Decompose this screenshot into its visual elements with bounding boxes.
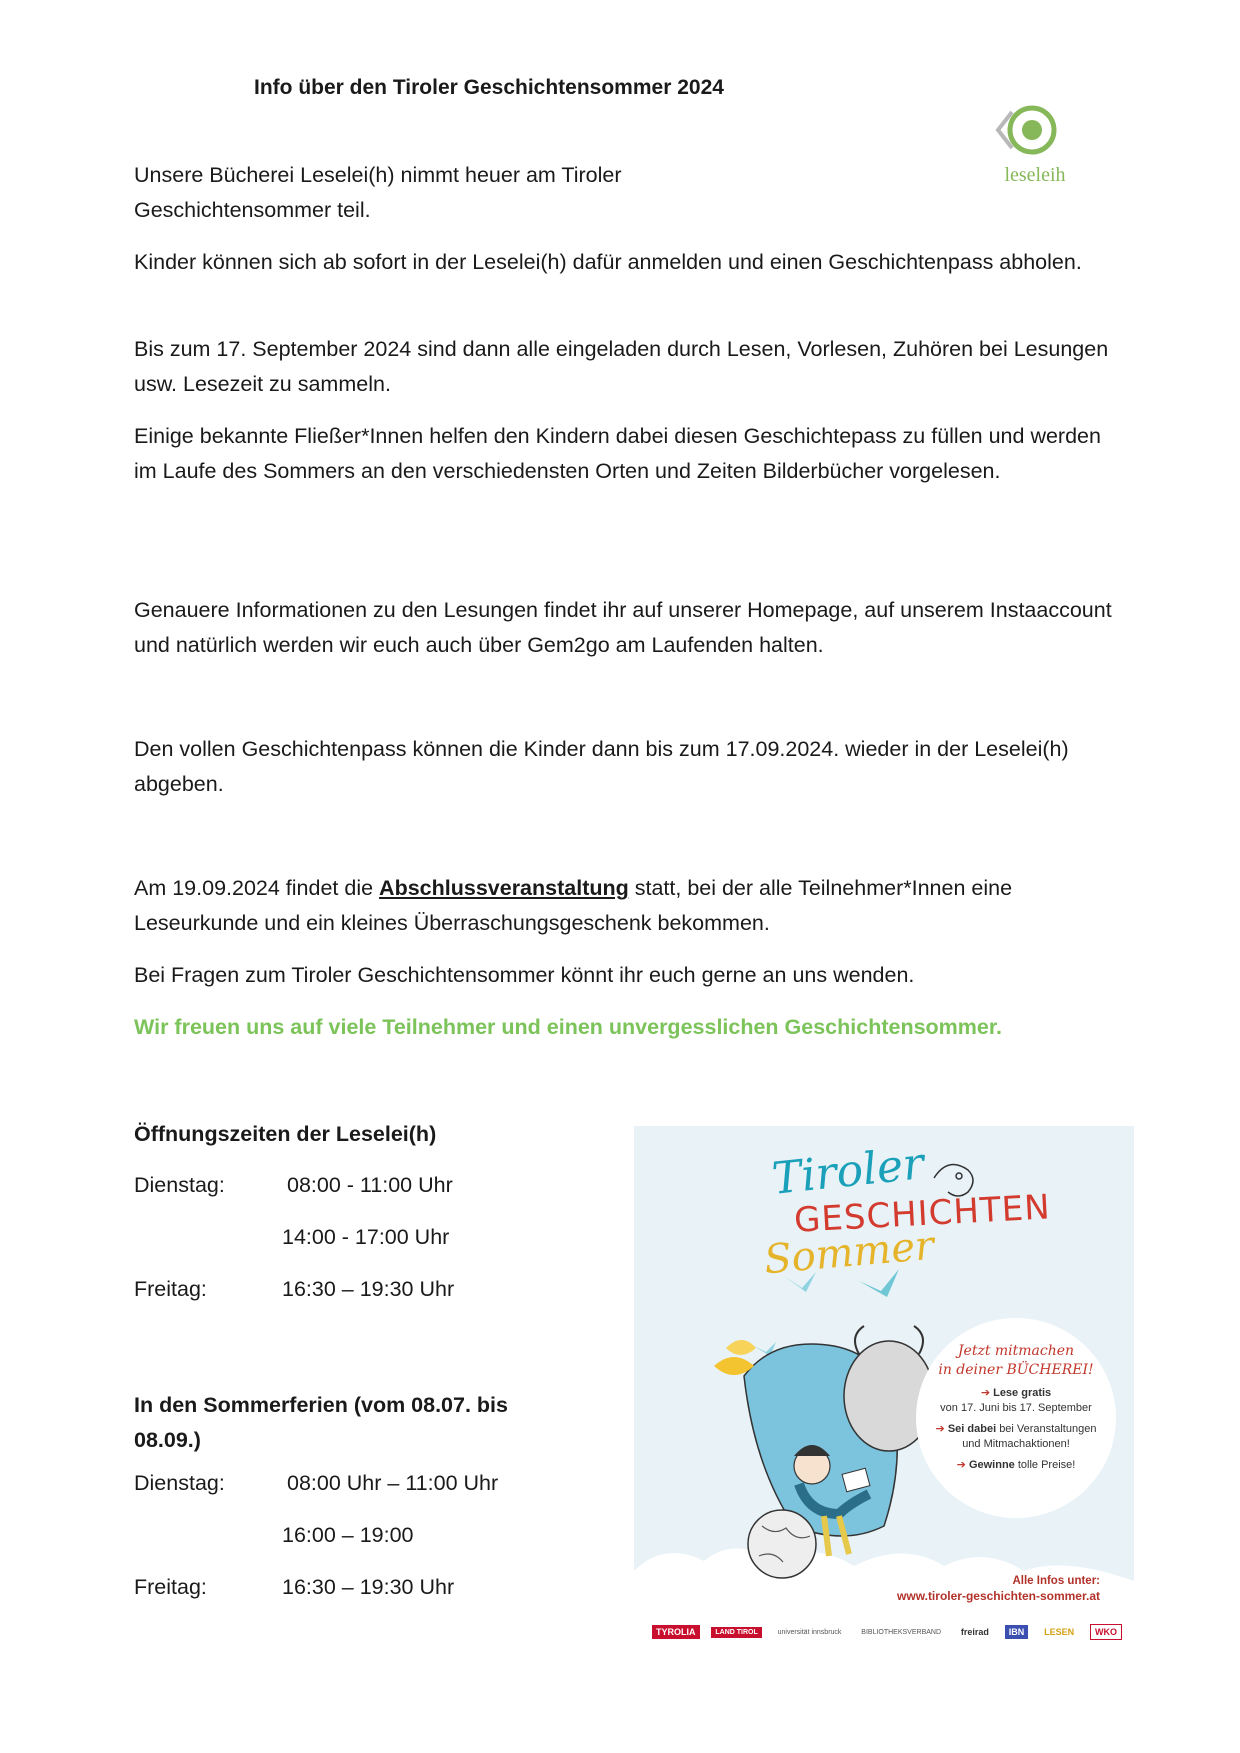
paragraph-abschluss [134, 871, 1124, 941]
logo-text: leseleih [1004, 164, 1066, 186]
bubble-item-text: von 17. Juni bis 17. September [940, 1402, 1092, 1414]
summer-heading-line2: 08.09.) [134, 1428, 201, 1452]
summer-day: Freitag: [134, 1575, 207, 1599]
hours-day: Dienstag: [134, 1173, 225, 1197]
poster-title-sommer: Sommer [762, 1222, 936, 1284]
summer-heading-line1: In den Sommerferien (vom 08.07. bis [134, 1393, 508, 1417]
closing-message: Wir freuen uns auf viele Teilnehmer und einen unvergesslichen Geschichtensommer. [134, 1015, 1003, 1039]
bubble-item-bold: Sei dabei [947, 1423, 997, 1435]
sponsor-logos [652, 1622, 1122, 1642]
paragraph-fragen: Bei Fragen zum Tiroler Geschichtensommer könnt ihr euch gerne an uns wenden. [134, 963, 915, 987]
hours-time: 16:30 – 19:30 Uhr [282, 1277, 455, 1301]
poster-foot-label: Alle Infos unter: [1012, 1575, 1100, 1587]
paragraph-lesezeit: Bis zum 17. September 2024 sind dann alle eingeladen durch Lesen, Vorlesen, Zuhören bei Lesungen usw. Lesezeit zu sammeln. [134, 337, 1109, 396]
bubble-line2: in deiner BÜCHEREI! [938, 1362, 1094, 1378]
poster-info-bubble [916, 1318, 1116, 1518]
paragraph-intro: Unsere Bücherei Leselei(h) nimmt heuer am Tiroler Geschichtensommer teil. [134, 163, 622, 222]
summer-day: Dienstag: [134, 1471, 225, 1495]
summer-time: 16:30 – 19:30 Uhr [282, 1575, 455, 1599]
leseleih-logo [990, 104, 1080, 190]
poster-title-tiroler: Tiroler [769, 1138, 927, 1205]
summer-heading [134, 1388, 508, 1458]
poster-url: www.tiroler-geschichten-sommer.at [897, 1589, 1100, 1603]
sponsor-logo: TYROLIA [652, 1625, 700, 1639]
abschluss-text-before: Am 19.09.2024 findet die [134, 876, 380, 900]
arrow-right-icon: ➔ [956, 1459, 966, 1471]
abschlussveranstaltung-link[interactable]: Abschlussveranstaltung [379, 876, 629, 900]
sponsor-logo: LESEN [1044, 1627, 1075, 1637]
bubble-item [916, 1422, 1116, 1452]
sponsor-logo: universität innsbruck [777, 1628, 842, 1636]
eye-logo-icon [990, 104, 1080, 166]
paragraph-abgeben: Den vollen Geschichtenpass können die Kinder dann bis zum 17.09.2024. wieder in der Leselei(h) abgeben. [134, 737, 1069, 796]
hours-time: 14:00 - 17:00 Uhr [282, 1225, 450, 1249]
paragraph-informationen: Genauere Informationen zu den Lesungen findet ihr auf unserer Homepage, auf unserem Instaaccount und natürlich werden wir euch auch über Gem2go am Laufenden halten. [134, 598, 1112, 657]
hours-time: 08:00 - 11:00 Uhr [287, 1173, 453, 1197]
bubble-item [916, 1386, 1116, 1416]
paragraph-vorlesen: Einige bekannte Fließer*Innen helfen den Kindern dabei diesen Geschichtepass zu füllen und werden im Laufe des Sommers an den verschiedensten Orten und Zeiten Bilderbücher vorgelesen. [134, 424, 1101, 483]
bubble-item-text: tolle Preise! [1017, 1459, 1076, 1471]
sponsor-logo: WKO [1090, 1624, 1122, 1640]
bubble-item-text: bei Veranstaltungen und Mitmachaktionen! [962, 1423, 1097, 1450]
arrow-right-icon: ➔ [935, 1423, 945, 1435]
sponsor-logo: IBN [1005, 1625, 1029, 1639]
sponsor-logo: freirad [960, 1627, 989, 1637]
geschichtensommer-poster [634, 1126, 1134, 1646]
sponsor-logo: BIBLIOTHEKSVERBAND [861, 1628, 942, 1636]
abschluss-text-after: statt, bei der alle Teilnehmer*Innen eine Leseurkunde und ein kleines Überraschungsgeschenk bekommen. [134, 876, 1013, 935]
arrow-right-icon: ➔ [980, 1387, 991, 1399]
bubble-item-bold: Gewinne [968, 1459, 1015, 1471]
poster-title-geschichten: GESCHICHTEN [793, 1187, 1052, 1241]
hours-heading: Öffnungszeiten der Leselei(h) [134, 1122, 437, 1146]
bubble-item [916, 1458, 1116, 1473]
page-title: Info über den Tiroler Geschichtensommer 2024 [254, 76, 724, 99]
bubble-item-bold: Lese gratis [993, 1387, 1052, 1399]
summer-time: 08:00 Uhr – 11:00 Uhr [287, 1471, 499, 1495]
bubble-line1: Jetzt mitmachen [957, 1343, 1075, 1359]
sponsor-logo: LAND TIROL [711, 1627, 761, 1638]
hours-day: Freitag: [134, 1277, 207, 1301]
paragraph-anmelden: Kinder können sich ab sofort in der Leselei(h) dafür anmelden und einen Geschichtenpass abholen. [134, 250, 1082, 274]
summer-time: 16:00 – 19:00 [282, 1523, 414, 1547]
poster-footer [897, 1574, 1100, 1604]
